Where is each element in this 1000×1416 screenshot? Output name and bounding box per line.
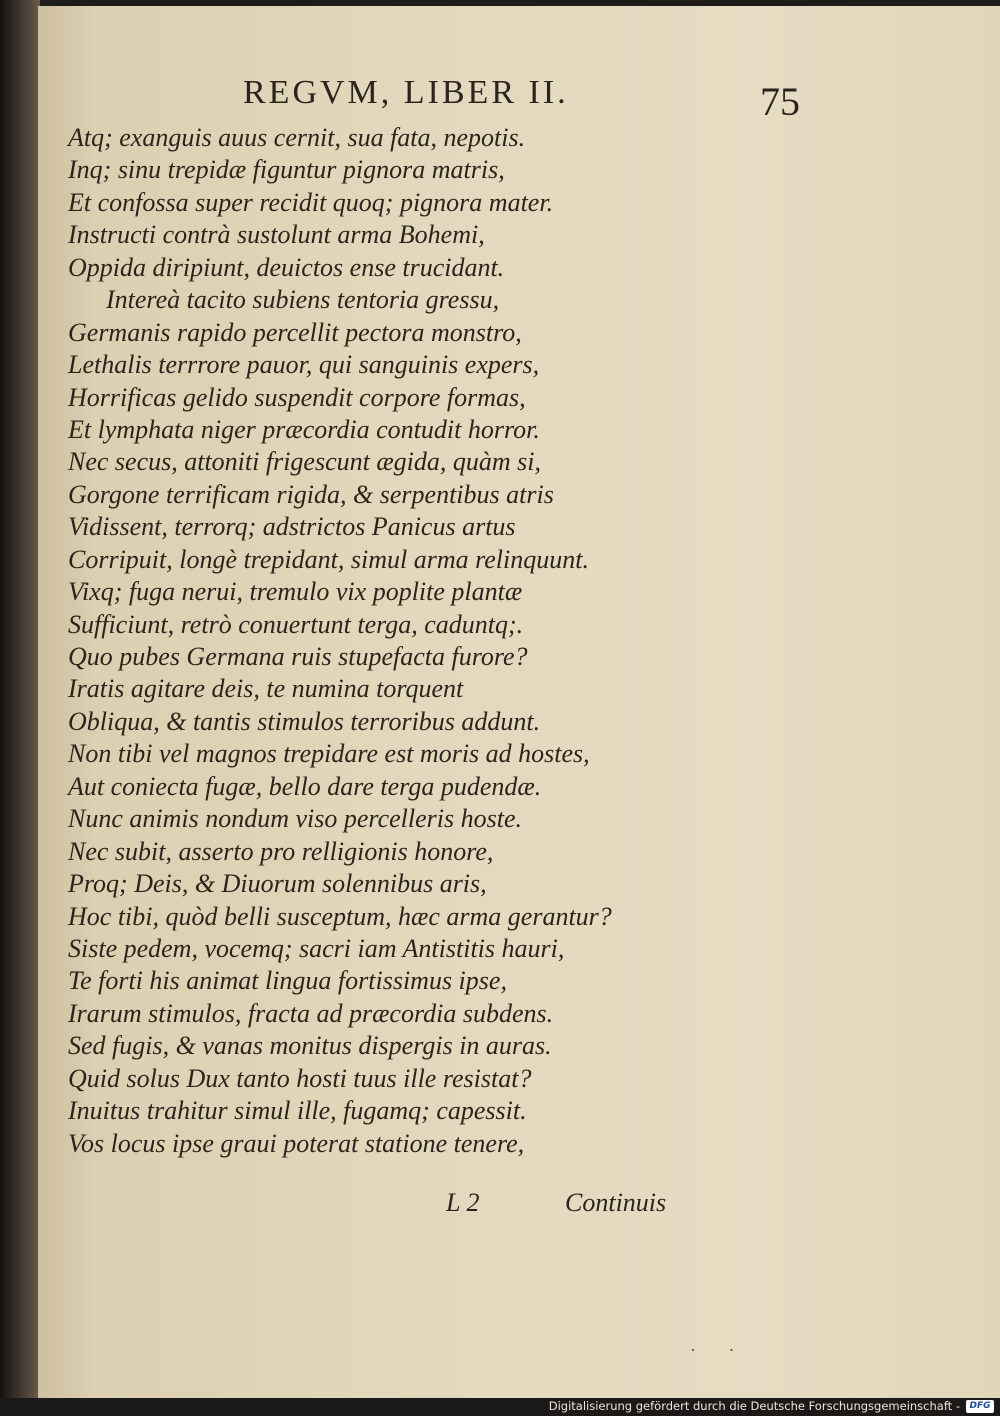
verse-line: Sed fugis, & vanas monitus dispergis in auras. [68,1031,552,1061]
book-gutter [0,0,40,1398]
page-number: 75 [760,79,800,124]
verse-line: Quid solus Dux tanto hosti tuus ille resistat? [68,1063,532,1093]
verse-line: Aut coniecta fugæ, bello dare terga pudendæ. [68,771,542,801]
verse-line: Horrificas gelido suspendit corpore formas, [68,382,526,412]
verse-line: Atq; exanguis auus cernit, sua fata, nepotis. [68,123,526,152]
verse-line: Siste pedem, vocemq; sacri iam Antistitis hauri, [68,933,565,963]
verse-line: Te forti his animat lingua fortissimus ipse, [68,966,507,996]
verse-line: Vos locus ipse graui poterat statione tenere, [68,1128,525,1158]
verse-line: Et confossa super recidit quoq; pignora mater. [68,187,554,217]
verse-line: Iratis agitare deis, te numina torquent [68,674,464,704]
verse-line: Non tibi vel magnos trepidare est moris ad hostes, [68,739,590,769]
verse-line: Irarum stimulos, fracta ad præcordia subdens. [68,998,554,1028]
verse-line: Proq; Deis, & Diuorum solennibus aris, [68,869,487,899]
dfg-logo: DFG [966,1400,994,1413]
book-page [38,6,1000,1398]
verse-line: Oppida diripiunt, deuictos ense trucidant. [68,252,505,282]
verse-line: Sufficiunt, retrò conuertunt terga, caduntq;. [68,609,524,639]
verse-line: Lethalis terrrore pauor, qui sanguinis expers, [68,350,540,380]
verse-line: Corripuit, longè trepidant, simul arma relinquunt. [68,544,589,574]
verse-line: Nec secus, attoniti frigescunt ægida, quàm si, [68,447,542,477]
page-footer [38,1188,1000,1224]
verse-line: Inq; sinu trepidæ figuntur pignora matris, [68,155,505,185]
verse-line: Inuitus trahitur simul ille, fugamq; capessit. [68,1096,527,1126]
ink-smudge-marks: · · [690,1340,749,1360]
verse-line: Nunc animis nondum viso percelleris hoste. [68,804,522,834]
verse-line: Et lymphata niger præcordia contudit horror. [68,414,540,444]
verse-line: Vixq; fuga nerui, tremulo vix poplite plantæ [68,577,523,607]
verse-line: Instructi contrà sustolunt arma Bohemi, [68,220,485,250]
verse-line: Nec subit, asserto pro relligionis honore, [68,836,494,866]
verse-line: Quo pubes Germana ruis stupefacta furore? [68,642,528,671]
catchword: Continuis [565,1188,667,1217]
verse-line: Obliqua, & tantis stimulos terroribus addunt. [68,706,541,736]
verse-block [68,122,968,1160]
credit-bar [0,1398,1000,1416]
verse-line: Vidissent, terrorq; adstrictos Panicus artus [68,512,516,542]
signature-mark: L 2 [446,1188,480,1217]
verse-line: Germanis rapido percellit pectora monstro, [68,317,522,347]
running-head: REGVM, LIBER II. [243,74,569,111]
verse-line: Intereà tacito subiens tentoria gressu, [106,285,500,315]
verse-line: Hoc tibi, quòd belli susceptum, hæc arma gerantur? [68,901,612,931]
page-header [38,74,1000,124]
verse-line: Gorgone terrificam rigida, & serpentibus atris [68,479,554,509]
credit-text: Digitalisierung gefördert durch die Deutsche Forschungsgemeinschaft - [548,1399,960,1413]
